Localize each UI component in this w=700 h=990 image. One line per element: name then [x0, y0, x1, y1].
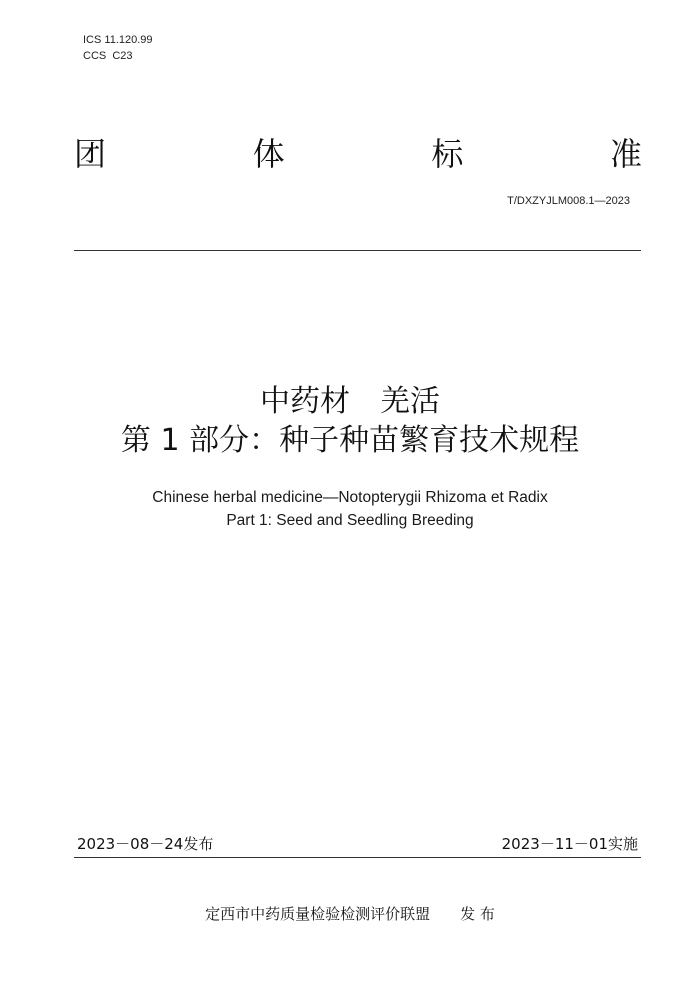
- title-cn-line1: 中药材 羌活: [260, 384, 440, 419]
- standard-type-char: 体: [252, 135, 285, 173]
- title-cn-line2: 第 1 部分：种子种苗繁育技术规程: [120, 423, 580, 458]
- issue-date: 2023－08－24发布: [77, 835, 214, 853]
- top-divider: [74, 250, 641, 251]
- ics-code: ICS 11.120.99: [83, 34, 153, 46]
- standard-type-heading: [74, 134, 642, 174]
- bottom-divider: [74, 857, 641, 858]
- standard-type-char: 准: [609, 135, 642, 173]
- implementation-date: 2023－11－01实施: [501, 835, 638, 853]
- ccs-code: CCS C23: [83, 50, 133, 62]
- standard-number: T/DXZYJLM008.1—2023: [507, 195, 630, 207]
- title-en-line2: Part 1: Seed and Seedling Breeding: [226, 512, 474, 529]
- standard-type-char: 团: [74, 135, 107, 173]
- standard-type-char: 标: [431, 135, 464, 173]
- title-en-line1: Chinese herbal medicine—Notopterygii Rhizoma et Radix: [152, 489, 548, 506]
- classification-codes: [83, 32, 153, 64]
- publisher: 定西市中药质量检验检测评价联盟 发 布: [205, 905, 495, 923]
